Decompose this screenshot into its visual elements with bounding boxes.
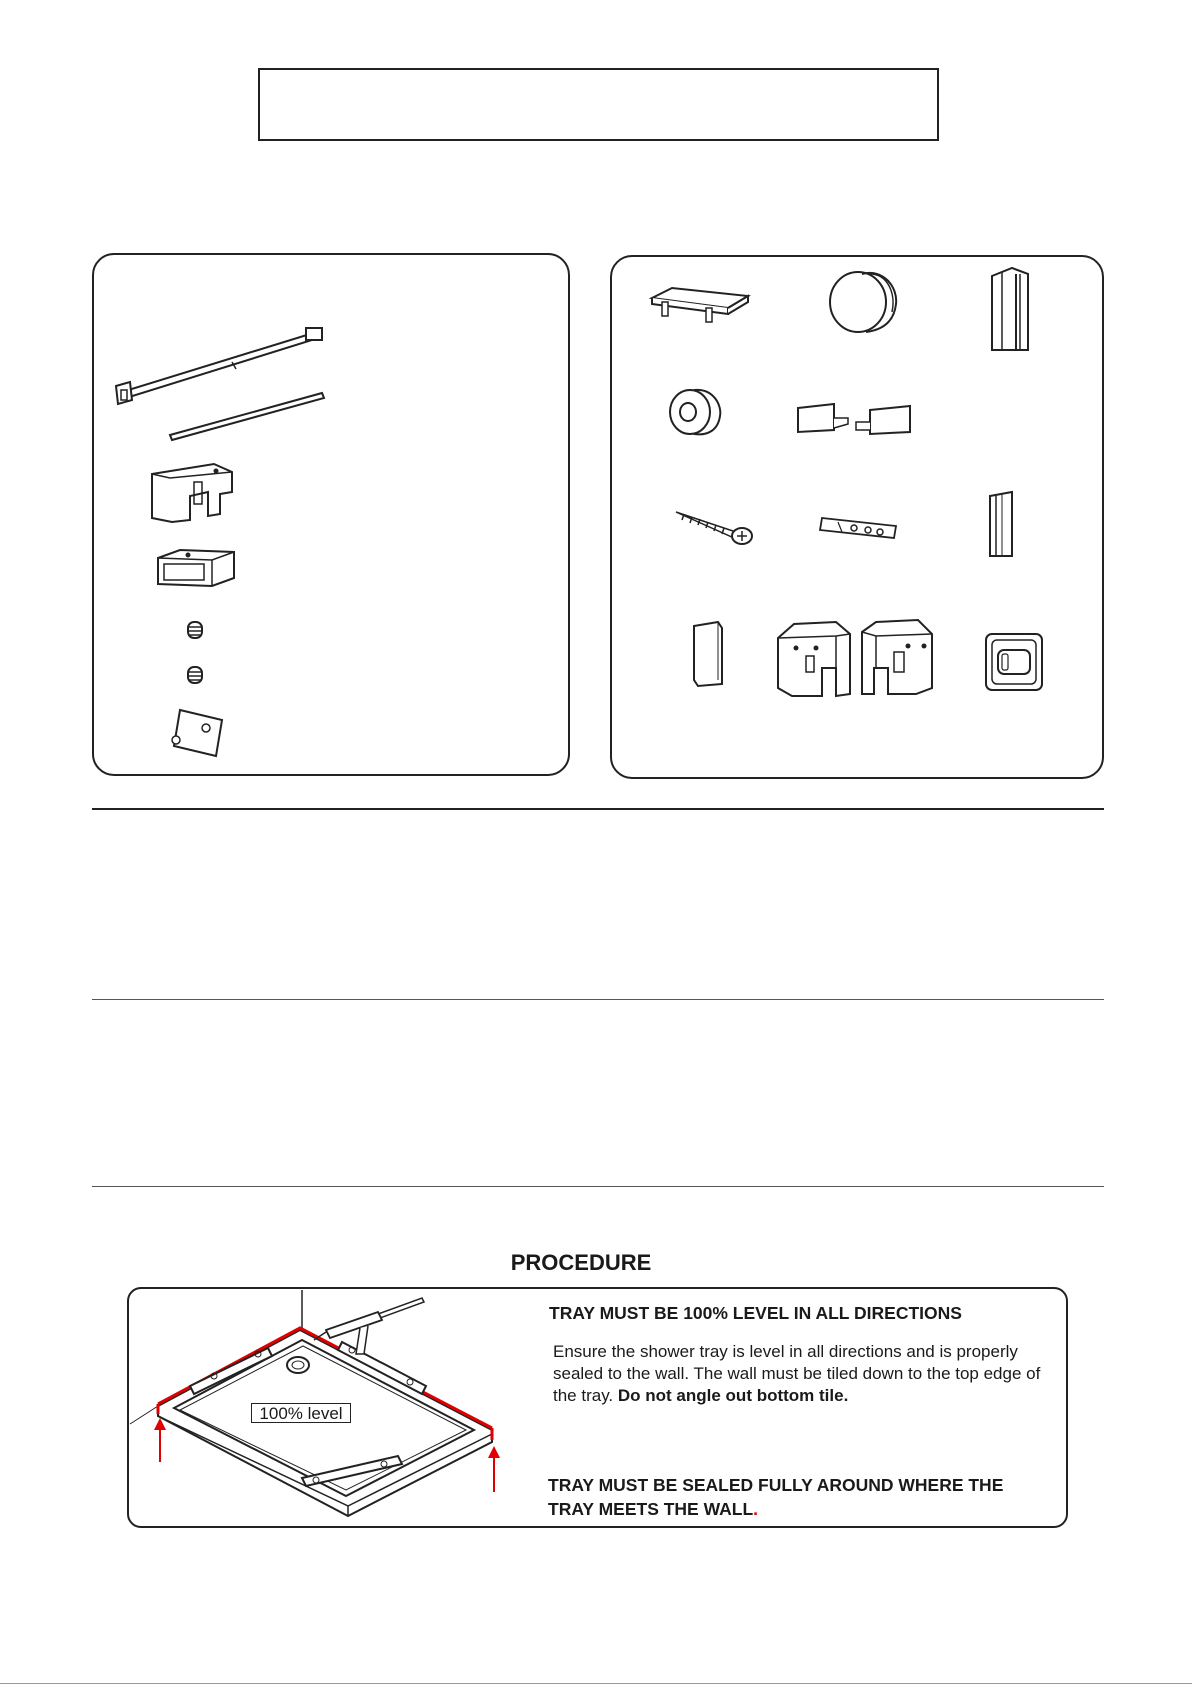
level-requirement-heading: TRAY MUST BE 100% LEVEL IN ALL DIRECTIONS (549, 1303, 962, 1323)
sealing-requirement (548, 1473, 1068, 1521)
sealing-line-2: TRAY MEETS THE WALL (548, 1499, 754, 1519)
wall-plug-illustration (818, 512, 902, 542)
bar-glass-connector-illustration (152, 548, 238, 590)
instructions-warning: Do not angle out bottom tile. (617, 1386, 849, 1405)
wall-bracket-pair-illustration (776, 616, 934, 698)
procedure-heading: PROCEDURE (510, 1250, 652, 1275)
glass-end-cap-illustration (690, 620, 730, 688)
wall-profile-illustration (988, 266, 1034, 352)
grub-screw-illustration (186, 620, 206, 640)
bar-wall-bracket-illustration (150, 462, 234, 524)
title-box (258, 68, 939, 141)
square-cover-plate-illustration (982, 630, 1046, 694)
sealing-red-dot: . (753, 1499, 759, 1519)
bracket-plate-illustration (168, 706, 230, 758)
wood-screw-illustration (674, 506, 758, 546)
round-cover-cap-illustration (826, 264, 902, 336)
section-divider (92, 1186, 1104, 1187)
glass-channel-strip-illustration (168, 388, 328, 444)
instructions-text: Ensure the shower tray is level in all directions and is properly sealed to the wall. The wall must be tiled down to the top edge of the tray. (553, 1342, 1041, 1405)
grub-screw-illustration (186, 665, 206, 685)
page-bottom-edge (0, 1683, 1192, 1684)
procedure-instructions (553, 1341, 1053, 1407)
end-cap-illustration (650, 286, 750, 326)
glass-clip-pair-illustration (794, 400, 918, 440)
rubber-grommet-illustration (666, 386, 726, 438)
section-divider (92, 999, 1104, 1000)
level-label: 100% level (251, 1403, 351, 1423)
section-divider (92, 808, 1104, 810)
seal-strip-illustration (988, 490, 1018, 558)
sealing-line-1: TRAY MUST BE SEALED FULLY AROUND WHERE THE (548, 1475, 1004, 1495)
